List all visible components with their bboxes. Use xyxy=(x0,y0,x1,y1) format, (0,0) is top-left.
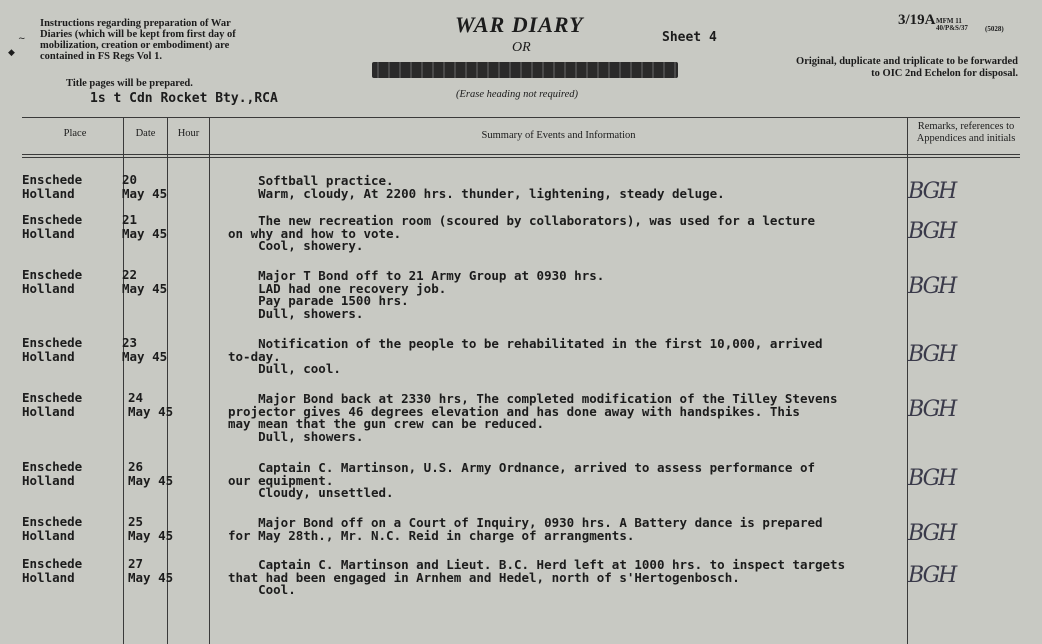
unit-name: 1s t Cdn Rocket Bty.,RCA xyxy=(90,91,278,106)
entry-initials: BGH xyxy=(908,274,956,299)
column-header-summary: Summary of Events and Information xyxy=(481,130,636,141)
entry-summary: Softball practice. Warm, cloudy, At 2200 hrs. thunder, lightening, steady deluge. xyxy=(258,173,725,201)
entry-date: 25 May 45 xyxy=(128,514,174,543)
entry-initials: BGH xyxy=(908,466,956,491)
entry-date: 22 May 45 xyxy=(122,267,168,296)
entry-place: Enschede Holland xyxy=(22,212,83,241)
instructions-note: Instructions regarding preparation of War Diaries (which will be kept from first day of mobilization, creation or embodiment) are contained in FS Regs Vol 1. xyxy=(40,18,236,62)
form-code: MFM 11 40/P&S/37 xyxy=(936,17,968,32)
entry-place: Enschede Holland xyxy=(22,390,83,419)
entry-date: 27 May 45 xyxy=(128,556,174,585)
entry-place: Enschede Holland xyxy=(22,335,83,364)
erase-heading-note: (Erase heading not required) xyxy=(456,89,578,100)
column-header-remarks: Remarks, references to Appendices and initials xyxy=(916,121,1016,144)
column-header-place: Place xyxy=(63,128,87,139)
entry-date: 20 May 45 xyxy=(122,172,168,201)
column-header-date: Date xyxy=(135,128,156,139)
redacted-heading xyxy=(372,62,678,78)
entry-place: Enschede Holland xyxy=(22,459,83,488)
sheet-number: Sheet 4 xyxy=(662,30,717,45)
war-diary-title: WAR DIARY xyxy=(455,12,584,37)
title-pages-note: Title pages will be prepared. xyxy=(66,78,193,89)
header-bottom-rule xyxy=(22,154,1020,155)
entry-initials: BGH xyxy=(908,219,956,244)
margin-mark: ~ xyxy=(18,34,26,44)
entry-initials: BGH xyxy=(908,397,956,422)
entry-place: Enschede Holland xyxy=(22,172,83,201)
entry-date: 21 May 45 xyxy=(122,212,168,241)
forwarding-note: Original, duplicate and triplicate to be forwarded to OIC 2nd Echelon for disposal. xyxy=(796,56,1018,79)
form-number: (5028) xyxy=(985,25,1004,33)
entry-place: Enschede Holland xyxy=(22,267,83,296)
entry-initials: BGH xyxy=(908,342,956,367)
entry-summary: The new recreation room (scoured by collaborators), was used for a lecture on why and how to vote. Cool, showery. xyxy=(228,213,815,254)
entry-initials: BGH xyxy=(908,563,956,588)
entry-date: 23 May 45 xyxy=(122,335,168,364)
entry-initials: BGH xyxy=(908,521,956,546)
entry-summary: Captain C. Martinson, U.S. Army Ordnance, arrived to assess performance of our equipment. Cloudy, unsettled. xyxy=(228,460,815,501)
entry-place: Enschede Holland xyxy=(22,556,83,585)
entry-place: Enschede Holland xyxy=(22,514,83,543)
entry-summary: Major Bond back at 2330 hrs, The completed modification of the Tilley Stevens projector gives 46 degrees elevation and has done away with handspikes. This may mean that the gun crew can be reduced. Dull, showers. xyxy=(228,391,838,444)
entry-summary: Captain C. Martinson and Lieut. B.C. Herd left at 1000 hrs. to inspect targets that had been engaged in Arnhem and Hedel, north of s'Hertogenbosch. Cool. xyxy=(228,557,846,598)
entry-summary: Major T Bond off to 21 Army Group at 0930 hrs. LAD had one recovery job. Pay parade 1500 hrs. Dull, showers. xyxy=(258,268,605,321)
form-reference: 3/19A xyxy=(898,12,936,28)
entry-summary: Notification of the people to be rehabilitated in the first 10,000, arrived to-day. Dull, cool. xyxy=(228,336,823,377)
entry-initials: BGH xyxy=(908,179,956,204)
table-top-rule xyxy=(22,117,1020,118)
header-bottom-rule-2 xyxy=(22,157,1020,158)
margin-bullet: ◆ xyxy=(8,48,15,58)
entry-date: 26 May 45 xyxy=(128,459,174,488)
hour-summary-divider xyxy=(209,117,210,644)
entry-summary: Major Bond off on a Court of Inquiry, 0930 hrs. A Battery dance is prepared for May 28th., Mr. N.C. Reid in charge of arrangments. xyxy=(228,515,823,543)
or-label: OR xyxy=(512,40,531,55)
entry-date: 24 May 45 xyxy=(128,390,174,419)
column-header-hour: Hour xyxy=(177,128,200,139)
